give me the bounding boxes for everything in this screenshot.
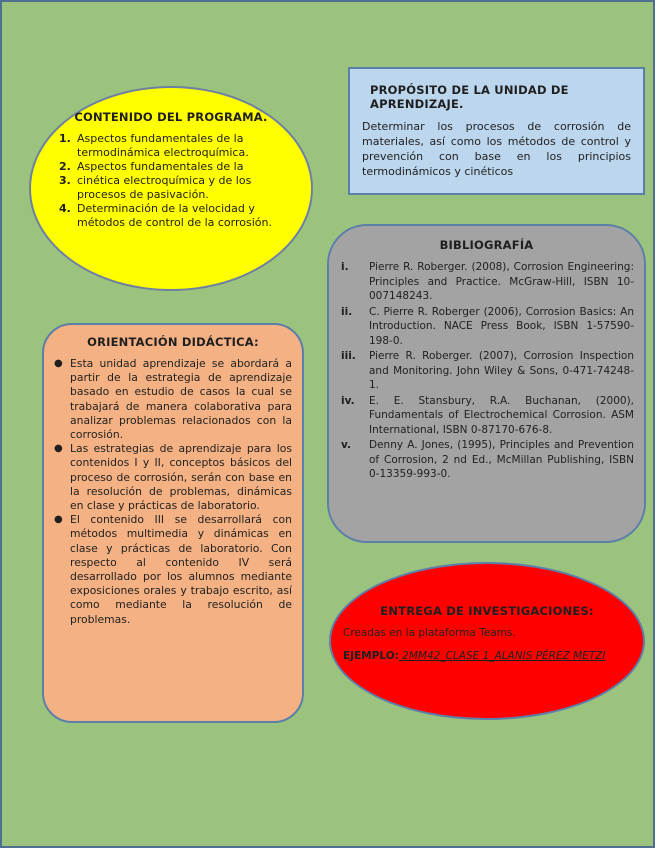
orientacion-didactica-box [42, 323, 304, 723]
orientacion-list [54, 357, 292, 627]
list-item-number: 1. [59, 132, 71, 145]
example-label: EJEMPLO: [343, 650, 399, 662]
list-item-number: 2. [59, 160, 71, 173]
proposito-box [348, 67, 645, 195]
list-item-text: Las estrategias de aprendizaje para los contenidos I y II, conceptos básicos del proceso de corrosión, serán con base en la resolución de problemas, dinámicas en clase y prácticas de laboratorio. [70, 442, 292, 513]
list-item-number: 4. [59, 202, 71, 215]
list-item-text: E. E. Stansbury, R.A. Buchanan, (2000), Fundamentals of Electrochemical Corrosion. ASM International, ISBN 0-87170-676-8. [369, 394, 634, 436]
list-item-number: iv. [341, 394, 355, 407]
list-item-text: Aspectos fundamentales de la termodinámica electroquímica. [77, 132, 249, 159]
list-item [54, 442, 292, 513]
proposito-text: Determinar los procesos de corrosión de materiales, así como los métodos de control y prevención con base en los principios termodinámicos y cinéticos [362, 120, 631, 178]
list-item-text: Denny A. Jones, (1995), Principles and Prevention of Corrosion, 2 nd Ed., McMillan Publishing, ISBN 0-13359-993-0. [369, 439, 634, 480]
list-item-number: iii. [341, 350, 356, 362]
entrega-example [343, 649, 631, 664]
list-item-text: Esta unidad aprendizaje se abordará a partir de la estrategia de aprendizaje basado en estudio de casos la cual se trabajará de manera colaborativa para analizar problemas relacionados con la corrosión. [70, 357, 292, 442]
bullet-icon: ● [54, 443, 63, 455]
list-item-text: cinética electroquímica y de los procesos de pasivación. [77, 174, 252, 201]
contenido-list [59, 132, 283, 230]
list-item [339, 394, 634, 438]
list-item-text: Aspectos fundamentales de la [77, 160, 244, 173]
list-item-number: ii. [341, 305, 353, 318]
list-item [59, 132, 283, 160]
proposito-title: PROPÓSITO DE LA UNIDAD DE APRENDIZAJE. [370, 83, 569, 111]
list-item [54, 357, 292, 442]
bibliografia-title: BIBLIOGRAFÍA [439, 238, 534, 252]
list-item-text: Determinación de la velocidad y métodos de control de la corrosión. [77, 202, 272, 229]
list-item [339, 349, 634, 393]
entrega-investigaciones-ellipse [329, 562, 645, 720]
list-item-text: Pierre R. Roberger. (2008), Corrosion Engineering: Principles and Practice. McGraw-Hill, ISBN 10-007148243. [369, 261, 634, 302]
entrega-text: Creadas en la plataforma Teams. [343, 627, 516, 639]
list-item-text: Pierre R. Roberger. (2007), Corrosion Inspection and Monitoring. John Wiley & Sons, 0-471-74248-1. [369, 350, 634, 391]
list-item [339, 305, 634, 349]
orientacion-title: ORIENTACIÓN DIDÁCTICA: [87, 335, 259, 349]
list-item-number: v. [341, 439, 351, 451]
list-item-number: i. [341, 261, 349, 273]
list-item [339, 438, 634, 482]
bullet-icon: ● [54, 514, 63, 526]
list-item [59, 174, 283, 202]
contenido-programa-ellipse [29, 86, 313, 291]
example-value: 2MM42_CLASE 1_ALANIS PÉREZ METZI [398, 650, 606, 662]
list-item-number: 3. [59, 174, 71, 187]
list-item-text: El contenido III se desarrollará con métodos multimedia y dinámicas en clase y prácticas de laboratorio. Con respecto al contenido IV será desarrollado por los alumnos mediante exposiciones orales y trabajo escrito, así como mediante la resolución de problemas. [70, 513, 292, 626]
bibliografia-box [327, 224, 646, 543]
list-item-text: C. Pierre R. Roberger (2006), Corrosion Basics: An Introduction. NACE Press Book, ISBN 1-57590-198-0. [369, 305, 634, 347]
contenido-title: CONTENIDO DEL PROGRAMA. [74, 110, 268, 124]
bibliografia-list [339, 260, 634, 482]
list-item [339, 260, 634, 304]
entrega-title: ENTREGA DE INVESTIGACIONES: [380, 604, 594, 618]
list-item [59, 160, 283, 174]
list-item [59, 202, 283, 230]
list-item [54, 513, 292, 627]
bullet-icon: ● [54, 358, 63, 369]
